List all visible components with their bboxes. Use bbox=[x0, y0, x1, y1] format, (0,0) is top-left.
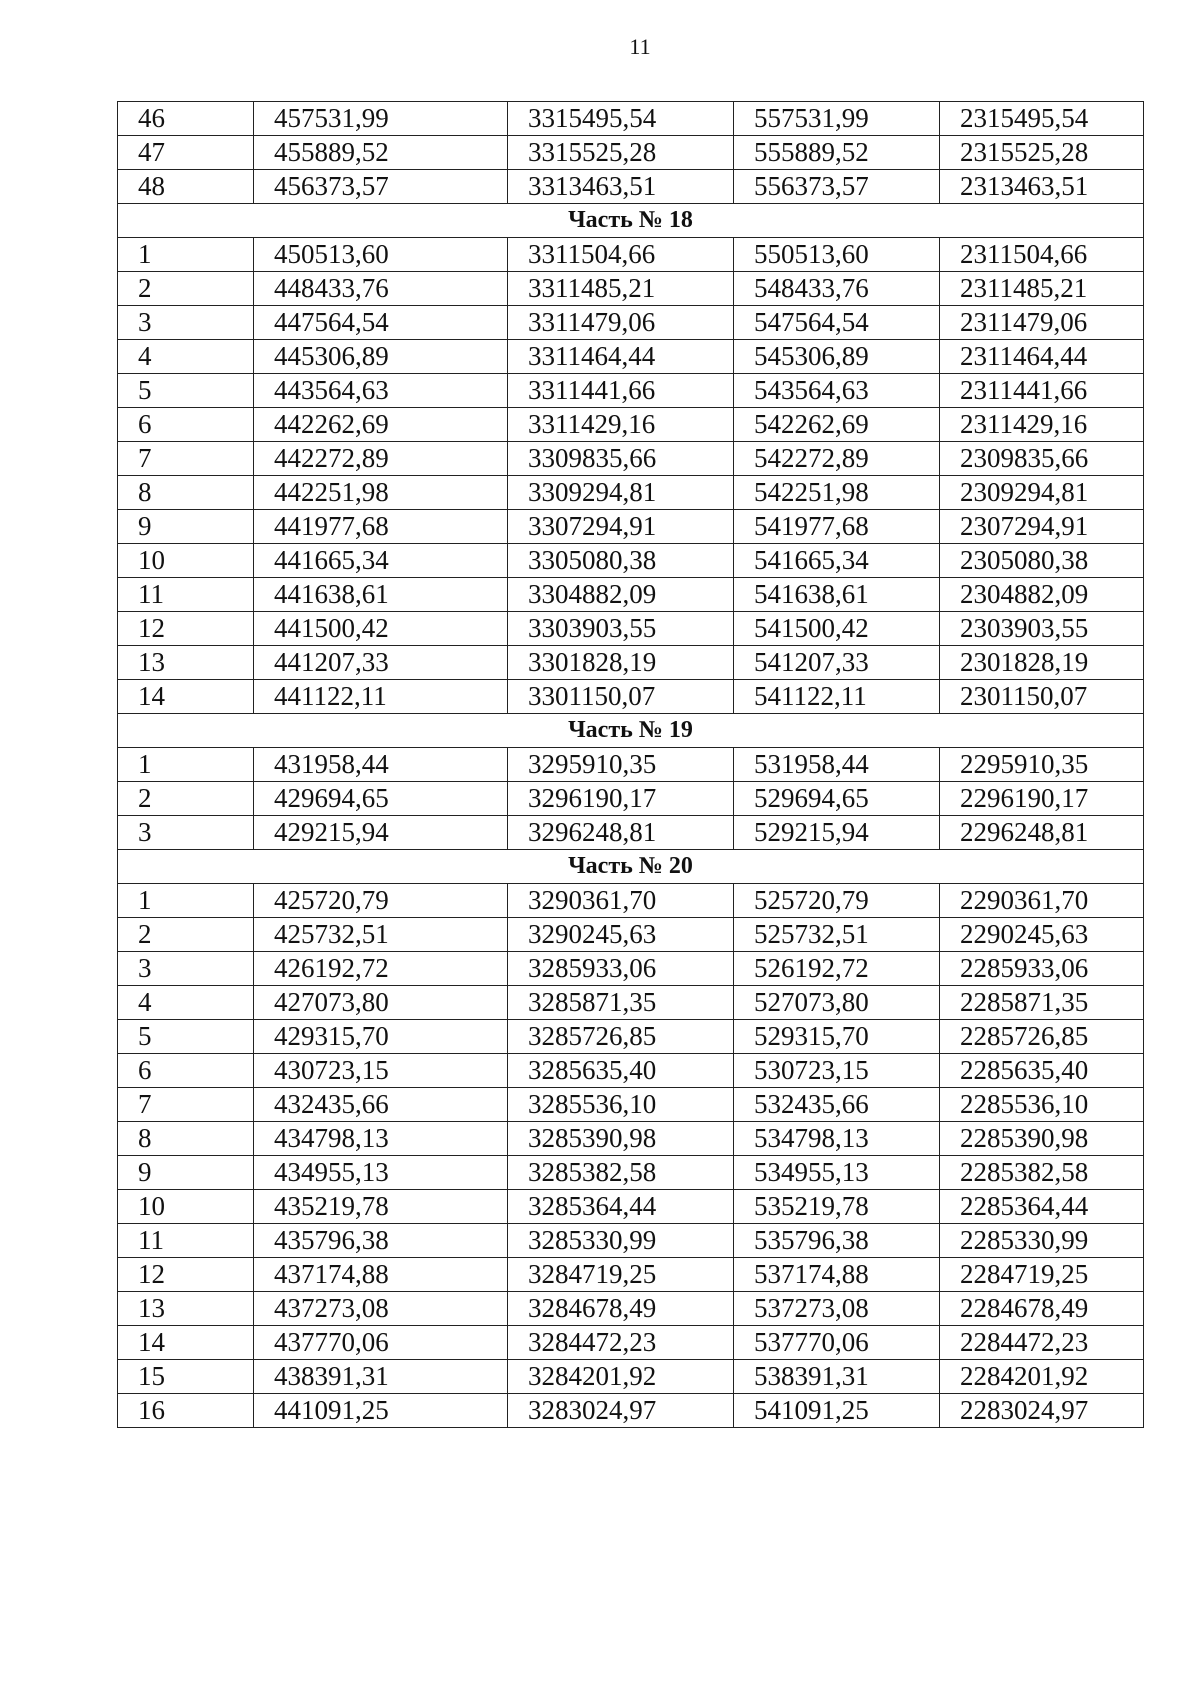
y-coordinate-cell: 3309294,81 bbox=[508, 476, 734, 510]
table-row bbox=[118, 272, 1144, 306]
x-coordinate-cell: 441122,11 bbox=[254, 680, 508, 714]
table-row bbox=[118, 1394, 1144, 1428]
x2-coordinate-cell: 529315,70 bbox=[734, 1020, 940, 1054]
table-row bbox=[118, 544, 1144, 578]
y-coordinate-cell: 3307294,91 bbox=[508, 510, 734, 544]
table-row bbox=[118, 1360, 1144, 1394]
y2-coordinate-cell: 2290245,63 bbox=[940, 918, 1144, 952]
point-number-cell: 1 bbox=[118, 238, 254, 272]
y2-coordinate-cell: 2296190,17 bbox=[940, 782, 1144, 816]
y-coordinate-cell: 3303903,55 bbox=[508, 612, 734, 646]
table-row bbox=[118, 986, 1144, 1020]
y2-coordinate-cell: 2305080,38 bbox=[940, 544, 1144, 578]
x-coordinate-cell: 435219,78 bbox=[254, 1190, 508, 1224]
y-coordinate-cell: 3285390,98 bbox=[508, 1122, 734, 1156]
table-row bbox=[118, 1292, 1144, 1326]
x2-coordinate-cell: 543564,63 bbox=[734, 374, 940, 408]
y-coordinate-cell: 3311429,16 bbox=[508, 408, 734, 442]
point-number-cell: 3 bbox=[118, 306, 254, 340]
y-coordinate-cell: 3285330,99 bbox=[508, 1224, 734, 1258]
point-number-cell: 9 bbox=[118, 510, 254, 544]
table-row bbox=[118, 408, 1144, 442]
x2-coordinate-cell: 537770,06 bbox=[734, 1326, 940, 1360]
y2-coordinate-cell: 2307294,91 bbox=[940, 510, 1144, 544]
y2-coordinate-cell: 2309835,66 bbox=[940, 442, 1144, 476]
y2-coordinate-cell: 2311441,66 bbox=[940, 374, 1144, 408]
x2-coordinate-cell: 535796,38 bbox=[734, 1224, 940, 1258]
table-row bbox=[118, 1258, 1144, 1292]
y2-coordinate-cell: 2285726,85 bbox=[940, 1020, 1144, 1054]
y2-coordinate-cell: 2301150,07 bbox=[940, 680, 1144, 714]
y-coordinate-cell: 3313463,51 bbox=[508, 170, 734, 204]
x-coordinate-cell: 447564,54 bbox=[254, 306, 508, 340]
part-header-row bbox=[118, 204, 1144, 238]
point-number-cell: 12 bbox=[118, 1258, 254, 1292]
y2-coordinate-cell: 2284678,49 bbox=[940, 1292, 1144, 1326]
x2-coordinate-cell: 538391,31 bbox=[734, 1360, 940, 1394]
x-coordinate-cell: 437770,06 bbox=[254, 1326, 508, 1360]
x2-coordinate-cell: 529694,65 bbox=[734, 782, 940, 816]
table-row bbox=[118, 612, 1144, 646]
y2-coordinate-cell: 2285364,44 bbox=[940, 1190, 1144, 1224]
table-row bbox=[118, 1020, 1144, 1054]
x2-coordinate-cell: 541500,42 bbox=[734, 612, 940, 646]
x2-coordinate-cell: 525732,51 bbox=[734, 918, 940, 952]
y2-coordinate-cell: 2311504,66 bbox=[940, 238, 1144, 272]
point-number-cell: 7 bbox=[118, 1088, 254, 1122]
x-coordinate-cell: 426192,72 bbox=[254, 952, 508, 986]
x-coordinate-cell: 425720,79 bbox=[254, 884, 508, 918]
table-row bbox=[118, 510, 1144, 544]
x-coordinate-cell: 429315,70 bbox=[254, 1020, 508, 1054]
part-header-row bbox=[118, 850, 1144, 884]
point-number-cell: 14 bbox=[118, 1326, 254, 1360]
point-number-cell: 7 bbox=[118, 442, 254, 476]
part-header-row bbox=[118, 714, 1144, 748]
y2-coordinate-cell: 2311479,06 bbox=[940, 306, 1144, 340]
part-header-label: Часть № 19 bbox=[118, 714, 1144, 748]
y-coordinate-cell: 3304882,09 bbox=[508, 578, 734, 612]
coordinates-table bbox=[117, 101, 1144, 1428]
x-coordinate-cell: 441091,25 bbox=[254, 1394, 508, 1428]
point-number-cell: 47 bbox=[118, 136, 254, 170]
x-coordinate-cell: 432435,66 bbox=[254, 1088, 508, 1122]
point-number-cell: 48 bbox=[118, 170, 254, 204]
x2-coordinate-cell: 548433,76 bbox=[734, 272, 940, 306]
y2-coordinate-cell: 2315495,54 bbox=[940, 102, 1144, 136]
y-coordinate-cell: 3295910,35 bbox=[508, 748, 734, 782]
y-coordinate-cell: 3311479,06 bbox=[508, 306, 734, 340]
point-number-cell: 3 bbox=[118, 816, 254, 850]
y2-coordinate-cell: 2283024,97 bbox=[940, 1394, 1144, 1428]
x2-coordinate-cell: 555889,52 bbox=[734, 136, 940, 170]
table-row bbox=[118, 918, 1144, 952]
x2-coordinate-cell: 541122,11 bbox=[734, 680, 940, 714]
y2-coordinate-cell: 2284472,23 bbox=[940, 1326, 1144, 1360]
y2-coordinate-cell: 2290361,70 bbox=[940, 884, 1144, 918]
y-coordinate-cell: 3285871,35 bbox=[508, 986, 734, 1020]
y2-coordinate-cell: 2311429,16 bbox=[940, 408, 1144, 442]
point-number-cell: 10 bbox=[118, 544, 254, 578]
x-coordinate-cell: 425732,51 bbox=[254, 918, 508, 952]
x2-coordinate-cell: 541091,25 bbox=[734, 1394, 940, 1428]
table-row bbox=[118, 1054, 1144, 1088]
x-coordinate-cell: 430723,15 bbox=[254, 1054, 508, 1088]
x2-coordinate-cell: 527073,80 bbox=[734, 986, 940, 1020]
table-row bbox=[118, 1190, 1144, 1224]
y2-coordinate-cell: 2285933,06 bbox=[940, 952, 1144, 986]
y-coordinate-cell: 3285635,40 bbox=[508, 1054, 734, 1088]
x2-coordinate-cell: 541977,68 bbox=[734, 510, 940, 544]
x-coordinate-cell: 437273,08 bbox=[254, 1292, 508, 1326]
x2-coordinate-cell: 541638,61 bbox=[734, 578, 940, 612]
x2-coordinate-cell: 537273,08 bbox=[734, 1292, 940, 1326]
table-row bbox=[118, 1326, 1144, 1360]
x-coordinate-cell: 441207,33 bbox=[254, 646, 508, 680]
x-coordinate-cell: 427073,80 bbox=[254, 986, 508, 1020]
y2-coordinate-cell: 2295910,35 bbox=[940, 748, 1144, 782]
point-number-cell: 15 bbox=[118, 1360, 254, 1394]
table-row bbox=[118, 1088, 1144, 1122]
x-coordinate-cell: 429694,65 bbox=[254, 782, 508, 816]
table-row bbox=[118, 884, 1144, 918]
point-number-cell: 13 bbox=[118, 646, 254, 680]
y2-coordinate-cell: 2311464,44 bbox=[940, 340, 1144, 374]
point-number-cell: 5 bbox=[118, 1020, 254, 1054]
x-coordinate-cell: 434798,13 bbox=[254, 1122, 508, 1156]
x-coordinate-cell: 443564,63 bbox=[254, 374, 508, 408]
y-coordinate-cell: 3309835,66 bbox=[508, 442, 734, 476]
x2-coordinate-cell: 541207,33 bbox=[734, 646, 940, 680]
y-coordinate-cell: 3284472,23 bbox=[508, 1326, 734, 1360]
x2-coordinate-cell: 556373,57 bbox=[734, 170, 940, 204]
y-coordinate-cell: 3283024,97 bbox=[508, 1394, 734, 1428]
y2-coordinate-cell: 2309294,81 bbox=[940, 476, 1144, 510]
x2-coordinate-cell: 531958,44 bbox=[734, 748, 940, 782]
x-coordinate-cell: 441500,42 bbox=[254, 612, 508, 646]
y2-coordinate-cell: 2285871,35 bbox=[940, 986, 1144, 1020]
table-row bbox=[118, 680, 1144, 714]
table-row bbox=[118, 748, 1144, 782]
point-number-cell: 6 bbox=[118, 408, 254, 442]
table-row bbox=[118, 170, 1144, 204]
point-number-cell: 4 bbox=[118, 986, 254, 1020]
y-coordinate-cell: 3311504,66 bbox=[508, 238, 734, 272]
point-number-cell: 12 bbox=[118, 612, 254, 646]
x2-coordinate-cell: 542272,89 bbox=[734, 442, 940, 476]
x-coordinate-cell: 441665,34 bbox=[254, 544, 508, 578]
table-row bbox=[118, 340, 1144, 374]
x2-coordinate-cell: 535219,78 bbox=[734, 1190, 940, 1224]
table-row bbox=[118, 442, 1144, 476]
table-row bbox=[118, 476, 1144, 510]
x2-coordinate-cell: 532435,66 bbox=[734, 1088, 940, 1122]
y2-coordinate-cell: 2315525,28 bbox=[940, 136, 1144, 170]
point-number-cell: 3 bbox=[118, 952, 254, 986]
point-number-cell: 10 bbox=[118, 1190, 254, 1224]
y2-coordinate-cell: 2284719,25 bbox=[940, 1258, 1144, 1292]
x2-coordinate-cell: 550513,60 bbox=[734, 238, 940, 272]
point-number-cell: 9 bbox=[118, 1156, 254, 1190]
x-coordinate-cell: 435796,38 bbox=[254, 1224, 508, 1258]
x-coordinate-cell: 448433,76 bbox=[254, 272, 508, 306]
x2-coordinate-cell: 525720,79 bbox=[734, 884, 940, 918]
y-coordinate-cell: 3285726,85 bbox=[508, 1020, 734, 1054]
y-coordinate-cell: 3285933,06 bbox=[508, 952, 734, 986]
y-coordinate-cell: 3301150,07 bbox=[508, 680, 734, 714]
table-row bbox=[118, 1156, 1144, 1190]
part-header-label: Часть № 18 bbox=[118, 204, 1144, 238]
x-coordinate-cell: 441638,61 bbox=[254, 578, 508, 612]
y-coordinate-cell: 3290245,63 bbox=[508, 918, 734, 952]
y2-coordinate-cell: 2284201,92 bbox=[940, 1360, 1144, 1394]
x2-coordinate-cell: 541665,34 bbox=[734, 544, 940, 578]
y-coordinate-cell: 3296190,17 bbox=[508, 782, 734, 816]
table-row bbox=[118, 782, 1144, 816]
y-coordinate-cell: 3284201,92 bbox=[508, 1360, 734, 1394]
table-row bbox=[118, 1122, 1144, 1156]
y2-coordinate-cell: 2285382,58 bbox=[940, 1156, 1144, 1190]
x-coordinate-cell: 438391,31 bbox=[254, 1360, 508, 1394]
x-coordinate-cell: 429215,94 bbox=[254, 816, 508, 850]
point-number-cell: 13 bbox=[118, 1292, 254, 1326]
x-coordinate-cell: 445306,89 bbox=[254, 340, 508, 374]
table-row bbox=[118, 578, 1144, 612]
y2-coordinate-cell: 2296248,81 bbox=[940, 816, 1144, 850]
table-row bbox=[118, 374, 1144, 408]
y-coordinate-cell: 3285382,58 bbox=[508, 1156, 734, 1190]
y-coordinate-cell: 3315495,54 bbox=[508, 102, 734, 136]
x2-coordinate-cell: 534955,13 bbox=[734, 1156, 940, 1190]
point-number-cell: 11 bbox=[118, 578, 254, 612]
x2-coordinate-cell: 545306,89 bbox=[734, 340, 940, 374]
y2-coordinate-cell: 2285330,99 bbox=[940, 1224, 1144, 1258]
x-coordinate-cell: 442262,69 bbox=[254, 408, 508, 442]
x2-coordinate-cell: 542262,69 bbox=[734, 408, 940, 442]
x-coordinate-cell: 441977,68 bbox=[254, 510, 508, 544]
part-header-label: Часть № 20 bbox=[118, 850, 1144, 884]
point-number-cell: 6 bbox=[118, 1054, 254, 1088]
table-row bbox=[118, 952, 1144, 986]
x-coordinate-cell: 434955,13 bbox=[254, 1156, 508, 1190]
y-coordinate-cell: 3315525,28 bbox=[508, 136, 734, 170]
point-number-cell: 2 bbox=[118, 918, 254, 952]
point-number-cell: 14 bbox=[118, 680, 254, 714]
point-number-cell: 5 bbox=[118, 374, 254, 408]
y2-coordinate-cell: 2304882,09 bbox=[940, 578, 1144, 612]
x2-coordinate-cell: 557531,99 bbox=[734, 102, 940, 136]
y2-coordinate-cell: 2303903,55 bbox=[940, 612, 1144, 646]
y-coordinate-cell: 3284678,49 bbox=[508, 1292, 734, 1326]
table-row bbox=[118, 102, 1144, 136]
x-coordinate-cell: 456373,57 bbox=[254, 170, 508, 204]
y2-coordinate-cell: 2285536,10 bbox=[940, 1088, 1144, 1122]
x-coordinate-cell: 450513,60 bbox=[254, 238, 508, 272]
x2-coordinate-cell: 547564,54 bbox=[734, 306, 940, 340]
y2-coordinate-cell: 2313463,51 bbox=[940, 170, 1144, 204]
y2-coordinate-cell: 2311485,21 bbox=[940, 272, 1144, 306]
x2-coordinate-cell: 526192,72 bbox=[734, 952, 940, 986]
point-number-cell: 11 bbox=[118, 1224, 254, 1258]
y-coordinate-cell: 3296248,81 bbox=[508, 816, 734, 850]
point-number-cell: 1 bbox=[118, 748, 254, 782]
x-coordinate-cell: 442272,89 bbox=[254, 442, 508, 476]
y-coordinate-cell: 3284719,25 bbox=[508, 1258, 734, 1292]
x-coordinate-cell: 437174,88 bbox=[254, 1258, 508, 1292]
point-number-cell: 46 bbox=[118, 102, 254, 136]
y2-coordinate-cell: 2285390,98 bbox=[940, 1122, 1144, 1156]
table-row bbox=[118, 1224, 1144, 1258]
y2-coordinate-cell: 2301828,19 bbox=[940, 646, 1144, 680]
x-coordinate-cell: 457531,99 bbox=[254, 102, 508, 136]
table-row bbox=[118, 646, 1144, 680]
point-number-cell: 2 bbox=[118, 272, 254, 306]
x2-coordinate-cell: 530723,15 bbox=[734, 1054, 940, 1088]
table-row bbox=[118, 136, 1144, 170]
point-number-cell: 4 bbox=[118, 340, 254, 374]
coordinates-table-body bbox=[118, 102, 1144, 1428]
point-number-cell: 8 bbox=[118, 476, 254, 510]
y-coordinate-cell: 3285364,44 bbox=[508, 1190, 734, 1224]
x2-coordinate-cell: 537174,88 bbox=[734, 1258, 940, 1292]
y2-coordinate-cell: 2285635,40 bbox=[940, 1054, 1144, 1088]
point-number-cell: 8 bbox=[118, 1122, 254, 1156]
page-number: 11 bbox=[629, 34, 651, 59]
y-coordinate-cell: 3285536,10 bbox=[508, 1088, 734, 1122]
y-coordinate-cell: 3305080,38 bbox=[508, 544, 734, 578]
x2-coordinate-cell: 529215,94 bbox=[734, 816, 940, 850]
point-number-cell: 2 bbox=[118, 782, 254, 816]
y-coordinate-cell: 3311485,21 bbox=[508, 272, 734, 306]
table-row bbox=[118, 306, 1144, 340]
point-number-cell: 1 bbox=[118, 884, 254, 918]
y-coordinate-cell: 3311464,44 bbox=[508, 340, 734, 374]
x-coordinate-cell: 442251,98 bbox=[254, 476, 508, 510]
x2-coordinate-cell: 534798,13 bbox=[734, 1122, 940, 1156]
table-row bbox=[118, 238, 1144, 272]
table-row bbox=[118, 816, 1144, 850]
x2-coordinate-cell: 542251,98 bbox=[734, 476, 940, 510]
y-coordinate-cell: 3290361,70 bbox=[508, 884, 734, 918]
y-coordinate-cell: 3311441,66 bbox=[508, 374, 734, 408]
x-coordinate-cell: 455889,52 bbox=[254, 136, 508, 170]
x-coordinate-cell: 431958,44 bbox=[254, 748, 508, 782]
y-coordinate-cell: 3301828,19 bbox=[508, 646, 734, 680]
point-number-cell: 16 bbox=[118, 1394, 254, 1428]
